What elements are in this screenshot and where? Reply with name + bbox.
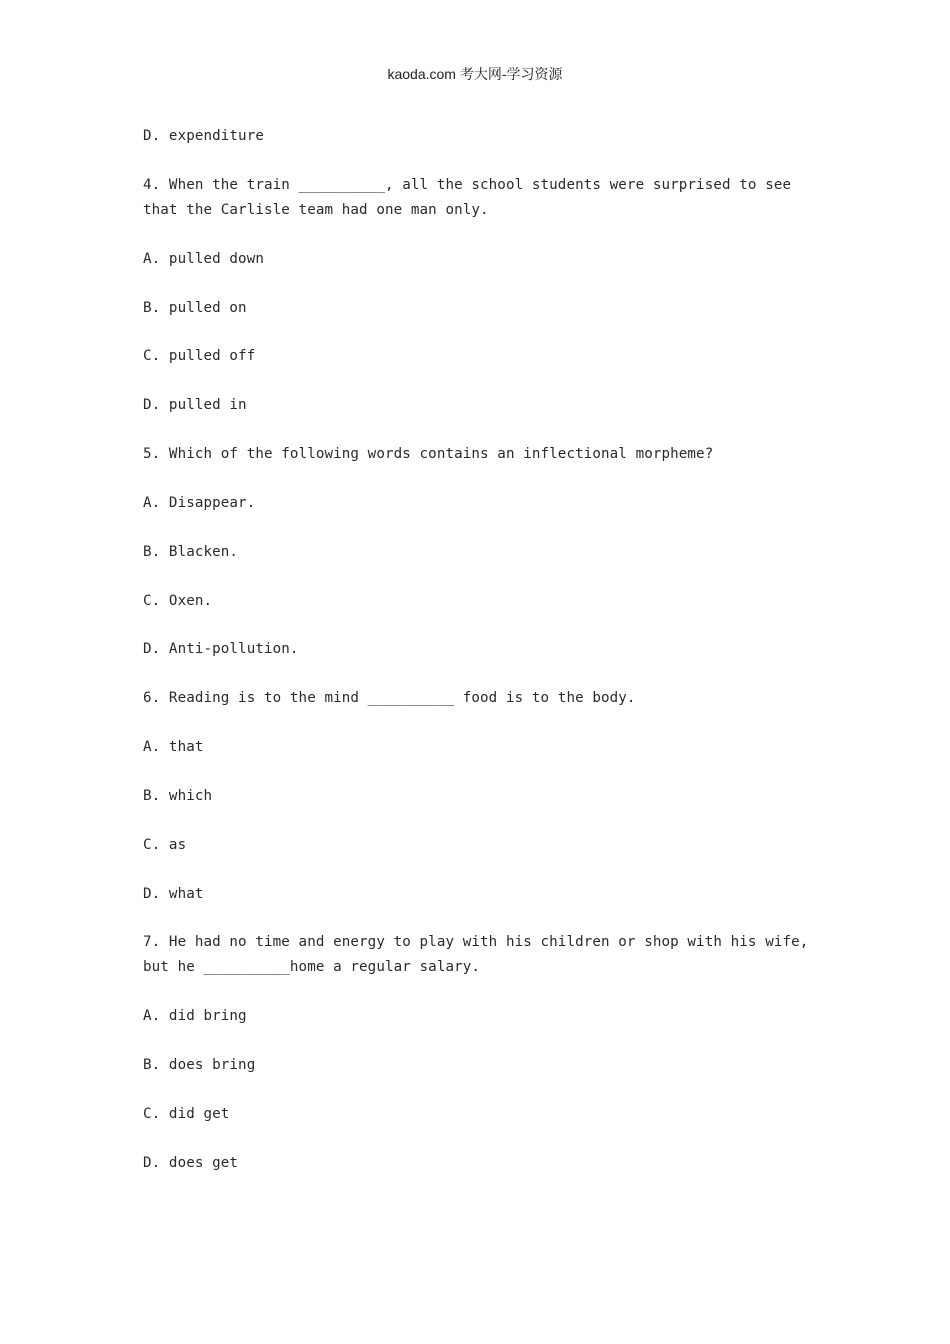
q4-option-a: A. pulled down xyxy=(143,251,264,267)
q7-option-a: A. did bring xyxy=(143,1008,247,1024)
q6-option-c: C. as xyxy=(143,837,187,853)
q7-option-c: C. did get xyxy=(143,1106,230,1122)
q6-stem: 6. Reading is to the mind __________ food is to the body. xyxy=(143,690,636,706)
page-header: kaoda.com 考大网-学习资源 xyxy=(387,66,563,82)
q5-option-c: C. Oxen. xyxy=(143,593,213,609)
q5-option-b: B. Blacken. xyxy=(143,544,239,560)
q5-stem: 5. Which of the following words contains an inflectional morpheme? xyxy=(143,446,714,462)
q7-stem-line-1: 7. He had no time and energy to play with his children or shop with his wife, xyxy=(143,934,809,950)
q3-option-d: D. expenditure xyxy=(143,128,264,144)
q5-option-a: A. Disappear. xyxy=(143,495,256,511)
q5-option-d: D. Anti-pollution. xyxy=(143,641,299,657)
q4-option-b: B. pulled on xyxy=(143,300,247,316)
q6-option-b: B. which xyxy=(143,788,213,804)
q7-stem-line-2: but he __________home a regular salary. xyxy=(143,959,481,975)
q6-option-a: A. that xyxy=(143,739,204,755)
q4-option-d: D. pulled in xyxy=(143,397,247,413)
q7-option-d: D. does get xyxy=(143,1155,239,1171)
q4-option-c: C. pulled off xyxy=(143,348,256,364)
q4-stem-line-1: 4. When the train __________, all the school students were surprised to see xyxy=(143,177,792,193)
q6-option-d: D. what xyxy=(143,886,204,902)
q7-option-b: B. does bring xyxy=(143,1057,256,1073)
q4-stem-line-2: that the Carlisle team had one man only. xyxy=(143,202,489,218)
